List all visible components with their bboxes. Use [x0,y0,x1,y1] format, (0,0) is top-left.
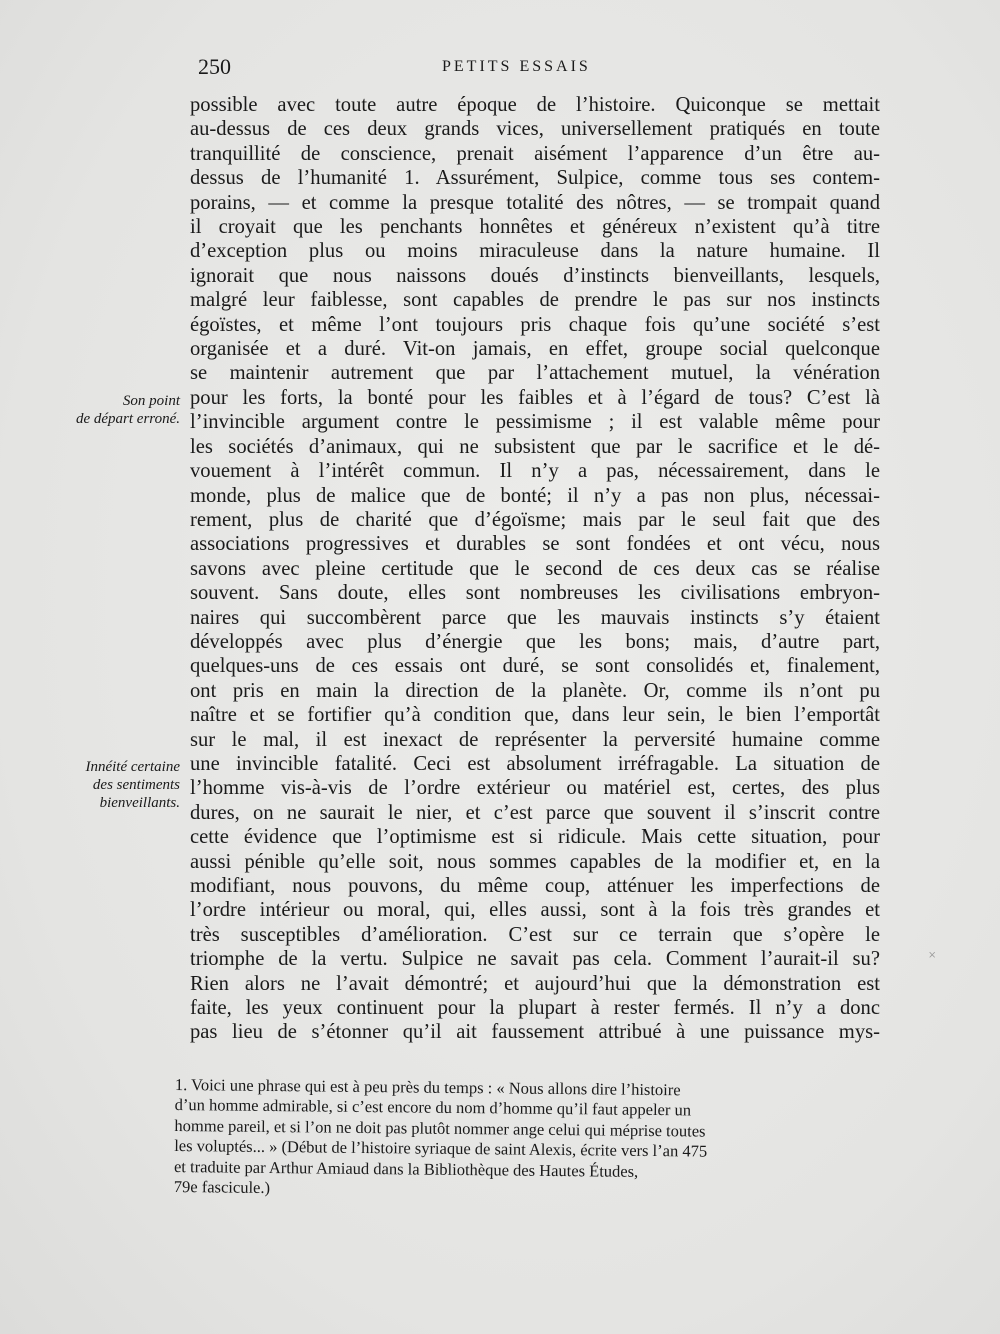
text-line: organisée et a duré. Vit-on jamais, en effet, groupe social quelconque [190,338,880,361]
text-line: ignorait que nous naissons doués d’instincts bienveillants, lesquels, [190,264,880,287]
text-line: pas lieu de s’étonner qu’il ait faussement attribué à une puissance mys- [190,1021,880,1044]
text-line: dures, on ne saurait le nier, et c’est parce que souvent il s’inscrit contre [190,801,880,824]
text-line: l’homme vis-à-vis de l’ordre extérieur ou matériel est, certes, des plus [190,777,880,800]
margin-note-line: de départ erroné. [75,411,180,427]
footnote-line: les voluptés... » (Début de l’histoire syriaque de saint Alexis, écrite vers l’an 475 [174,1136,708,1161]
page-number: 250 [198,54,231,79]
text-line: aussi pénible qu’elle soit, nous sommes capables de la modifier et, en la [190,850,880,873]
text-line: associations progressives et durables se sont fondées et ont vécu, nous [190,533,880,556]
text-line: dessus de l’humanité 1. Assurément, Sulpice, comme tous ses contem- [190,167,880,190]
footnote-line: 1. Voici une phrase qui est à peu près du temps : « Nous allons dire l’histoire [174,1075,681,1100]
margin-note-2 [30,758,180,812]
paper-speck-mark: × [928,950,937,961]
text-line: naître et se fortifier qu’à condition que, dans leur sein, le bien l’emportât [190,704,880,727]
margin-note-1 [30,392,180,428]
margin-note-line: Innéité certaine [85,759,180,775]
text-line: l’ordre intérieur ou moral, qui, elles aussi, sont à la fois très grandes et [190,899,880,922]
body-text [190,93,880,1045]
margin-note-line: bienveillants. [99,795,180,811]
footnote-line: et traduite par Arthur Amiaud dans la Bibliothèque des Hautes Études, [173,1156,639,1181]
text-line: sur le mal, il est inexact de représenter la perversité humaine comme [190,728,880,751]
text-line: les sociétés d’animaux, qui ne subsistent que par le sacrifice et le dé- [190,435,880,458]
text-line: d’exception plus ou moins miraculeuse dans la nature humaine. Il [190,240,880,263]
text-line: développés avec plus d’énergie que les bons; mais, d’autre part, [190,630,880,653]
text-line: ont pris en main la direction de la planète. Or, comme ils n’ont pu [190,679,880,702]
footnote-line: d’un homme admirable, si c’est encore du nom d’homme qu’il faut appeler un [174,1095,692,1120]
text-line: tranquillité de conscience, prenait aisément l’apparence d’un être au- [190,142,880,165]
footnote [174,1075,865,1205]
text-line: Rien alors ne l’avait démontré; et aujourd’hui que la démonstration est [190,972,880,995]
text-line: malgré leur faiblesse, sont capables de prendre le pas sur nos instincts [190,289,880,312]
text-line: modifiant, nous pouvons, du même coup, atténuer les imperfections de [190,875,880,897]
text-line: naires qui succombèrent parce que les mauvais instincts s’y étaient [190,606,880,629]
margin-note-line: Son point [122,393,180,409]
text-line: l’invincible argument contre le pessimisme ; il est valable même pour [190,411,880,434]
text-line: quelques-uns de ces essais ont duré, se sont consolidés et, finalement, [190,655,880,678]
text-line: triomphe de la vertu. Sulpice ne savait pas cela. Comment l’aurait-il su? [190,948,880,971]
text-line: cette évidence que l’optimisme est si ridicule. Mais cette situation, pour [190,826,880,849]
text-line: possible avec toute autre époque de l’histoire. Quiconque se mettait [190,94,880,116]
text-line: porains, — et comme la presque totalité des nôtres, — se trompait quand [190,191,880,214]
footnote-line: homme pareil, et si l’on ne doit pas plutôt nommer ange celui qui méprise toutes [174,1115,706,1141]
text-line: une invincible fatalité. Ceci est absolument irréfragable. La situation de [190,752,880,775]
text-line: monde, plus de malice que de bonté; il n’y a pas non plus, nécessai- [190,484,880,507]
running-title: PETITS ESSAIS [442,58,591,75]
text-line: rement, plus de charité que d’égoïsme; mais par le seul fait que des [190,508,880,531]
text-line: faite, les yeux continuent pour la plupart à rester fermés. Il n’y a donc [190,997,880,1020]
footnote-line: 79e fascicule.) [173,1177,271,1198]
text-line: égoïstes, et même l’ont toujours pris chaque fois qu’une société s’est [190,313,880,336]
text-line: vouement à l’intérêt commun. Il n’y a pas, nécessairement, dans le [190,460,880,483]
text-line: il croyait que les penchants honnêtes et généreux n’existent qu’à titre [190,216,880,239]
text-line: souvent. Sans doute, elles sont nombreuses les civilisations embryon- [190,582,880,605]
text-line: pour les forts, la bonté pour les faibles et à l’égard de tous? C’est là [190,386,880,409]
margin-note-line: des sentiments [92,777,180,793]
text-line: au-dessus de ces deux grands vices, universellement pratiqués en toute [190,118,880,141]
text-line: se maintenir autrement que par l’attachement mutuel, la vénération [190,362,880,385]
text-line: très susceptibles d’amélioration. C’est sur ce terrain que s’opère le [190,923,880,946]
text-line: savons avec pleine certitude que le second de ces deux cas se réalise [190,557,880,580]
